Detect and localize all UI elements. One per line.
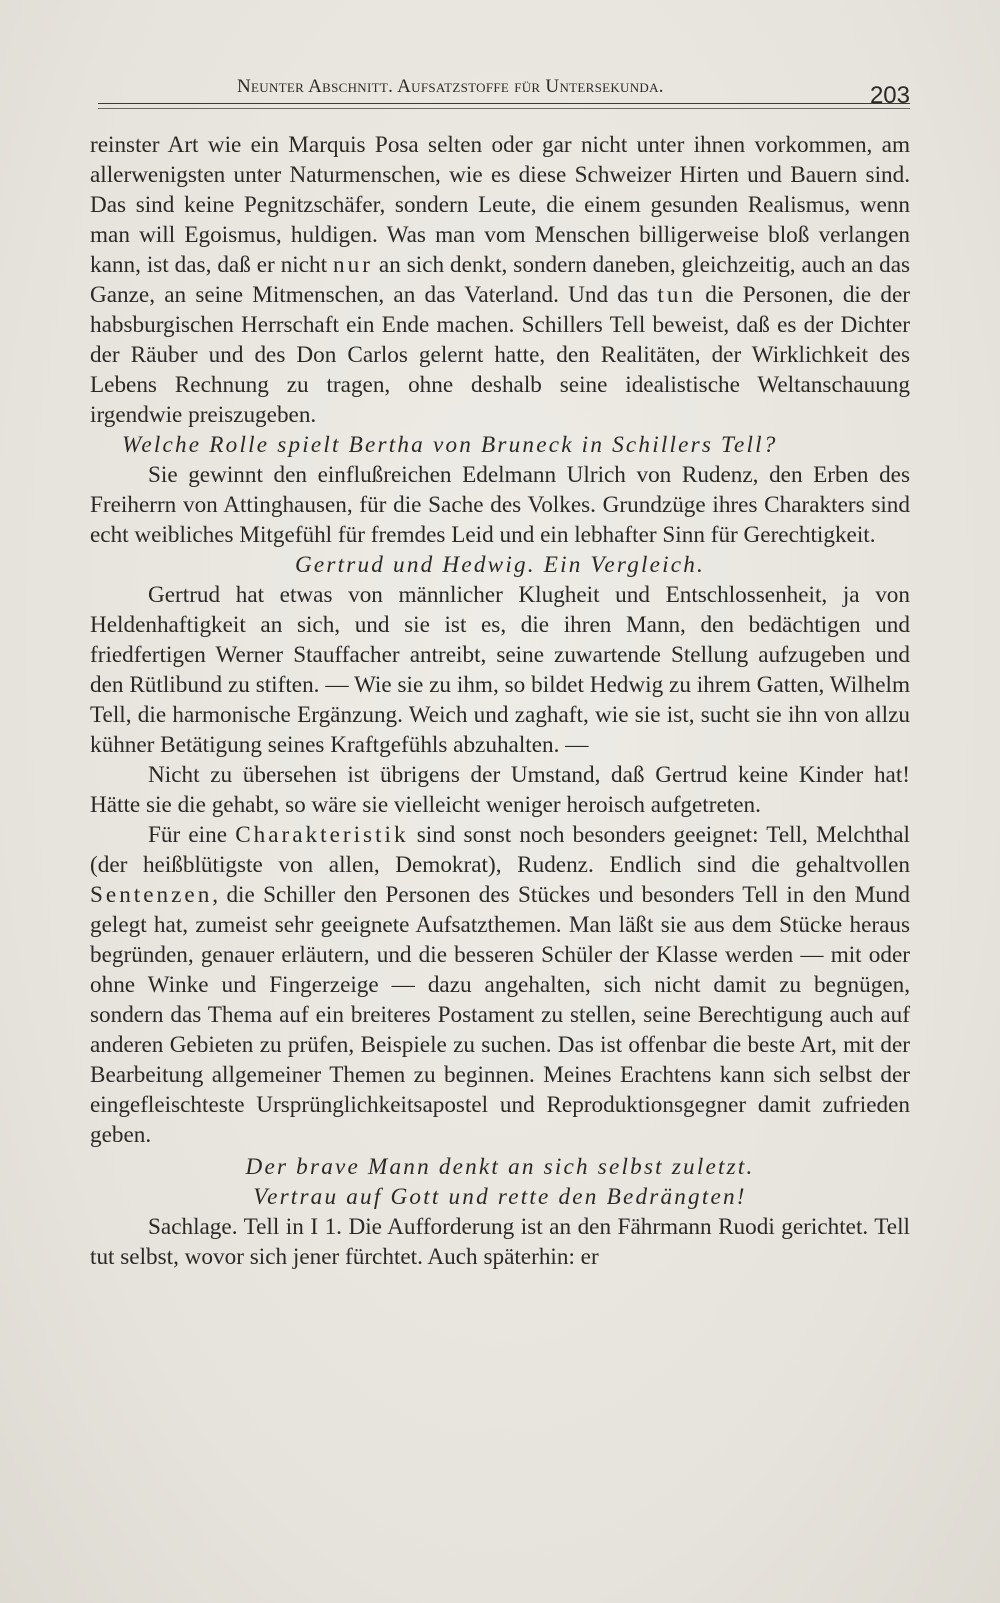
spaced-emphasis: Charakteristik xyxy=(235,822,409,848)
page-number: 203 xyxy=(869,82,910,109)
paragraph-gertrud: Gertrud hat etwas von männlicher Klugheit und Entschlossenheit, ja von Heldenhaftigkeit an sich, und sie ist es, die ihren Mann, den bedächtigen und friedfertigen Werner Stauffacher antreibt, seine zuwartende Stellung aufzugeben und den Rütlibund zu stiften. — Wie sie zu ihm, so bildet Hedwig zu ihrem Gatten, Wilhelm Tell, die harmonische Ergänzung. Weich und zaghaft, wie sie ist, sucht sie ihn von allzu kühner Betätigung seines Kraftgefühls abzuhalten. — xyxy=(90,582,910,758)
running-head-title: Neunter Abschnitt. Aufsatzstoffe für Untersekunda. xyxy=(237,76,664,97)
section-heading-vertrau: Vertrau auf Gott und rette den Bedrängten! xyxy=(253,1184,747,1210)
spaced-emphasis: Sentenzen xyxy=(90,882,213,908)
paragraph-charakteristik xyxy=(90,820,910,1150)
paragraph-bertha: Sie gewinnt den einflußreichen Edelmann Ulrich von Rudenz, den Erben des Freiherrn von Attinghausen, für die Sache des Volkes. Grundzüge ihres Charakters sind echt weibliches Mitgefühl für fremdes Leid und ein lebhafter Sinn für Gerechtigkeit. xyxy=(90,462,910,548)
text-run: sind sonst noch besonders geeignet: Tell, Melchthal (der heißblütigste von allen, Demokrat), Rudenz. Endlich sind die gehaltvollen xyxy=(90,822,910,878)
text-run: reinster Art wie ein Marquis Posa selten oder gar nicht unter ihnen vorkommen, am allerwenigsten unter Naturmenschen, wie es diese Schweizer Hirten und Bauern sind. Das sind keine Pegnitzschäfer, sondern Leute, die einem gesunden Realismus, wenn man will Egoismus, huldigen. Was man vom Menschen billigerweise bloß verlangen kann, ist das, daß er nicht xyxy=(90,132,910,278)
section-heading-gertrud-hedwig: Gertrud und Hedwig. Ein Vergleich. xyxy=(294,552,706,578)
spaced-emphasis: nur xyxy=(333,252,373,278)
text-run: die Personen, die der habsburgischen Herrschaft ein Ende machen. Schillers Tell beweist, daß es der Dichter der Räuber und des Don Carlos gelernt hatte, den Realitäten, der Wirklichkeit des Lebens Rechnung zu tragen, ohne deshalb seine idealistische Weltanschauung irgendwie preiszugeben. xyxy=(90,282,910,428)
text-run: Für eine xyxy=(148,822,236,848)
paragraph-continuation xyxy=(90,130,910,430)
body-text xyxy=(90,130,910,1272)
running-head xyxy=(90,70,910,110)
text-run: , die Schiller den Personen des Stückes und besonders Tell in den Mund gelegt hat, zumeist sehr geeignete Aufsatzthemen. Man läßt sie aus dem Stücke heraus begründen, genauer erläutern, und die besseren Schüler der Klasse werden — mit oder ohne Winke und Fingerzeige — dazu angehalten, sich nicht damit zu begnügen, sondern das Thema auf ein breiteres Postament zu stellen, seine Berechtigung auch auf anderen Gebieten zu prüfen, Beispiele zu suchen. Das ist offenbar die beste Art, mit der Bearbeitung allgemeiner Themen zu beginnen. Meines Erachtens kann sich selbst der eingefleischteste Ursprünglichkeitsapostel und Reproduktionsgegner damit zufrieden geben. xyxy=(90,882,910,1148)
section-heading-brave-mann: Der brave Mann denkt an sich selbst zuletzt. xyxy=(245,1154,755,1180)
paragraph-umstand: Nicht zu übersehen ist übrigens der Umstand, daß Gertrud keine Kinder hat! Hätte sie die gehabt, so wäre sie vielleicht weniger heroisch aufgetreten. xyxy=(90,762,910,818)
section-heading-bertha: Welche Rolle spielt Bertha von Bruneck in Schillers Tell? xyxy=(122,432,778,458)
text-run: an sich denkt, sondern daneben, gleichzeitig, auch an das Ganze, an seine Mitmenschen, an das Vaterland. Und das xyxy=(90,252,911,308)
header-rule-thin xyxy=(98,108,910,109)
spaced-emphasis: tun xyxy=(657,282,697,308)
paragraph-sachlage: Sachlage. Tell in I 1. Die Aufforderung ist an den Fährmann Ruodi gerichtet. Tell tut selbst, wovor sich jener fürchtet. Auch späterhin: er xyxy=(90,1214,910,1270)
header-rule xyxy=(98,103,910,104)
